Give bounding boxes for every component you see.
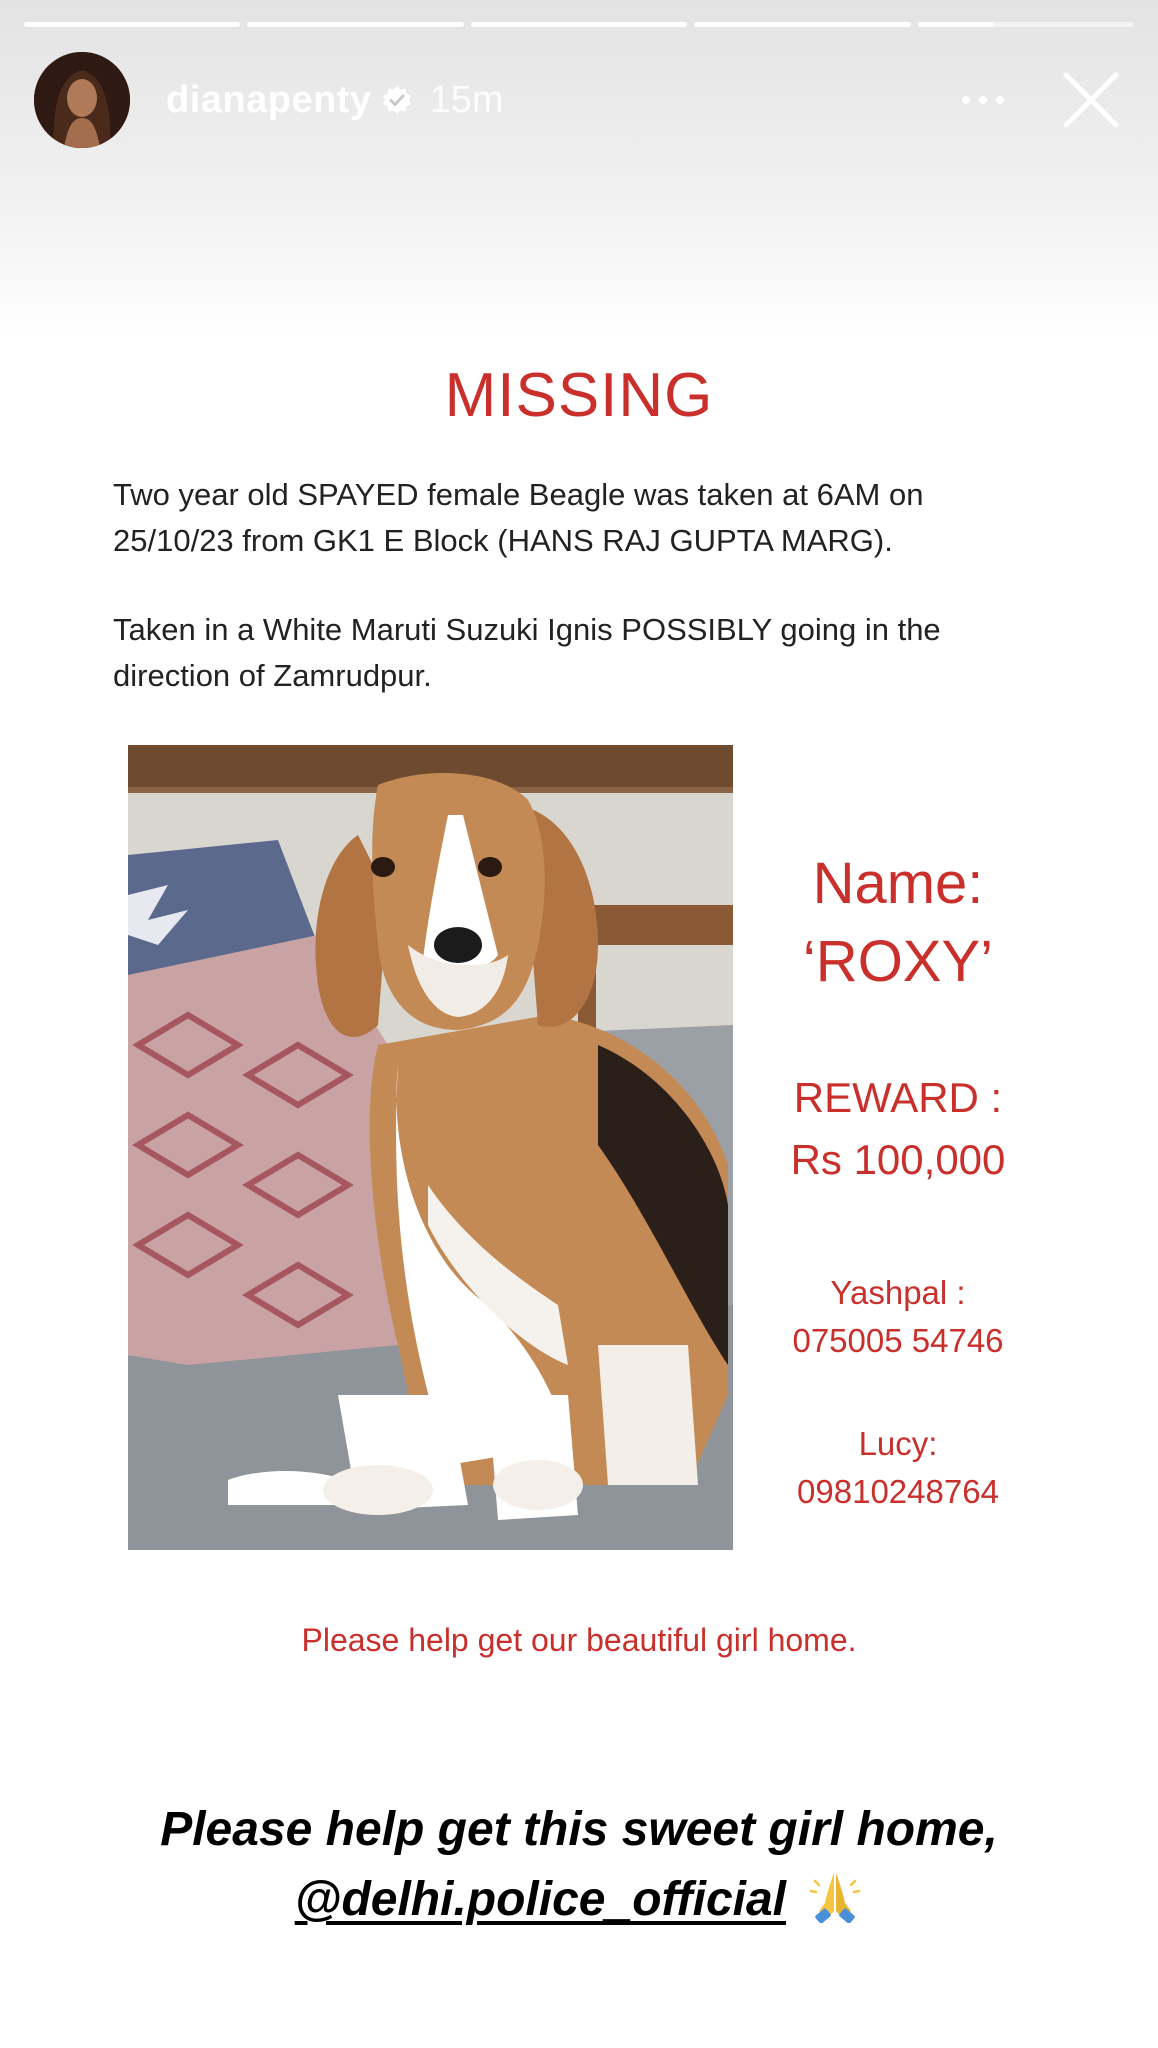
contact-yashpal: [733, 1269, 1063, 1365]
description-line: Two year old SPAYED female Beagle was taken at 6AM on: [113, 477, 924, 512]
caption-mention-line: [0, 1865, 1158, 1935]
poster-vehicle-info: [113, 607, 1063, 699]
close-icon[interactable]: [1060, 69, 1122, 131]
reward-label: REWARD :: [793, 1074, 1003, 1121]
contact-phone: 09810248764: [797, 1473, 999, 1510]
contact-name: Lucy:: [858, 1425, 938, 1462]
name-value: ‘ROXY’: [802, 929, 994, 994]
reward-amount: Rs 100,000: [790, 1136, 1006, 1183]
verified-badge-icon: [382, 85, 412, 115]
poster-title: MISSING: [444, 361, 714, 430]
progress-segment-current: [918, 22, 1134, 27]
story-progress-bar: [24, 22, 1134, 27]
progress-segment: [247, 22, 463, 27]
description-line: Taken in a White Maruti Suzuki Ignis POSSIBLY going in the: [113, 612, 941, 647]
post-time: 15m: [429, 78, 504, 121]
poster-description: [113, 472, 1063, 564]
poster-footer: Please help get our beautiful girl home.: [301, 1622, 857, 1658]
dog-name: [733, 845, 1063, 1001]
caption-line: Please help get this sweet girl home,: [160, 1803, 998, 1856]
description-line: direction of Zamrudpur.: [113, 658, 432, 693]
progress-segment: [694, 22, 910, 27]
mention-link[interactable]: @delhi.police_official: [294, 1873, 787, 1926]
contact-phone: 075005 54746: [792, 1322, 1004, 1359]
story-header: [34, 52, 1124, 148]
more-options-icon[interactable]: [962, 96, 1004, 104]
folded-hands-icon: [807, 1867, 863, 1923]
contact-name: Yashpal :: [830, 1274, 966, 1311]
story-caption: [0, 1795, 1158, 1935]
name-label: Name:: [812, 851, 984, 916]
progress-segment: [24, 22, 240, 27]
dog-photo: [128, 745, 733, 1550]
progress-segment: [471, 22, 687, 27]
avatar[interactable]: [34, 52, 130, 148]
description-line: 25/10/23 from GK1 E Block (HANS RAJ GUPTA MARG).: [113, 523, 893, 558]
reward-info: [733, 1067, 1063, 1191]
username[interactable]: dianapenty: [166, 78, 372, 121]
contact-lucy: [733, 1420, 1063, 1516]
